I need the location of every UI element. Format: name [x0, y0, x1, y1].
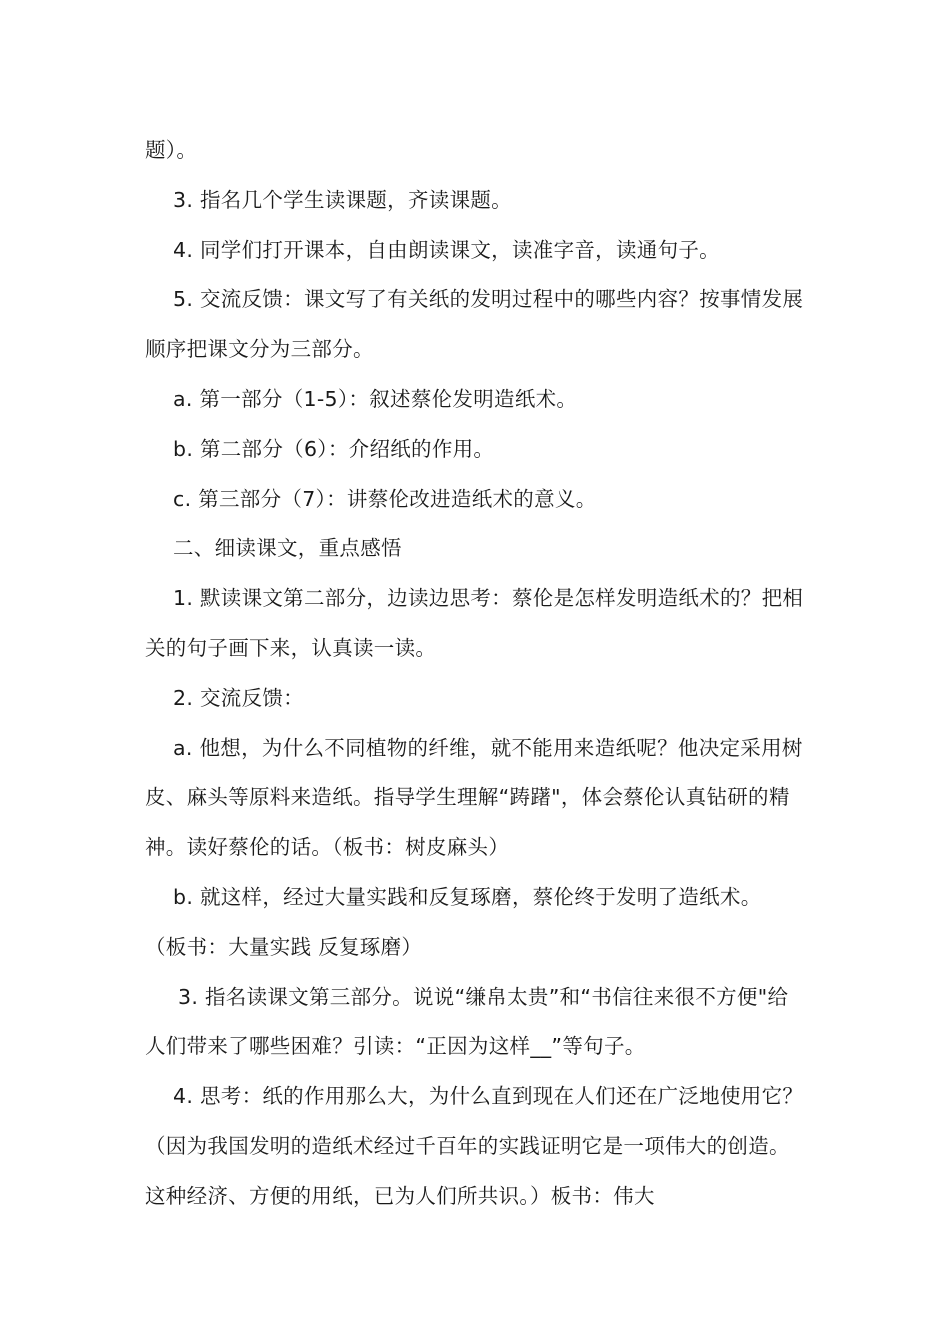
paragraph-read-1: 1. 默读课文第二部分，边读边思考：蔡伦是怎样发明造纸术的？把相关的句子画下来，认真读一读。: [145, 586, 804, 660]
document-body: [145, 126, 807, 1222]
paragraph-part-a: a. 第一部分（1-5）：叙述蔡伦发明造纸术。: [173, 386, 578, 411]
paragraph-part-b: b. 第二部分（6）：介绍纸的作用。: [173, 436, 495, 461]
paragraph-read-2: 2. 交流反馈：: [173, 685, 304, 710]
paragraph-part-c: c. 第三部分（7）：讲蔡伦改进造纸术的意义。: [173, 486, 597, 511]
paragraph-continuation: 题）。: [145, 138, 198, 162]
paragraph-feedback-a: a. 他想，为什么不同植物的纤维，就不能用来造纸呢？他决定采用树皮、麻头等原料来造纸。指导学生理解“踌躇"，体会蔡伦认真钻研的精神。读好蔡伦的话。（板书：树皮麻头）: [145, 735, 803, 860]
paragraph-feedback-b: b. 就这样，经过大量实践和反复琢磨，蔡伦终于发明了造纸术。: [173, 884, 762, 909]
paragraph-board-note: （板书：大量实践 反复琢磨）: [145, 934, 423, 959]
paragraph-step-3: 3. 指名几个学生读课题，齐读课题。: [173, 187, 512, 212]
paragraph-step-4: 4. 同学们打开课本，自由朗读课文，读准字音，读通句子。: [173, 237, 720, 262]
paragraph-read-3: 3. 指名读课文第三部分。说说“缣帛太贵”和“书信往来很不方便"给人们带来了哪些困难？引读：“正因为这样__”等句子。: [145, 984, 789, 1059]
section-heading-2: 二、细读课文，重点感悟: [173, 536, 402, 561]
paragraph-step-5: 5. 交流反馈：课文写了有关纸的发明过程中的哪些内容？按事情发展顺序把课文分为三部分。: [145, 287, 804, 362]
paragraph-think-4: 4. 思考：纸的作用那么大，为什么直到现在人们还在广泛地使用它？（因为我国发明的造纸术经过千百年的实践证明它是一项伟大的创造。这种经济、方便的用纸，已为人们所共识。）板书：伟大: [145, 1084, 804, 1208]
